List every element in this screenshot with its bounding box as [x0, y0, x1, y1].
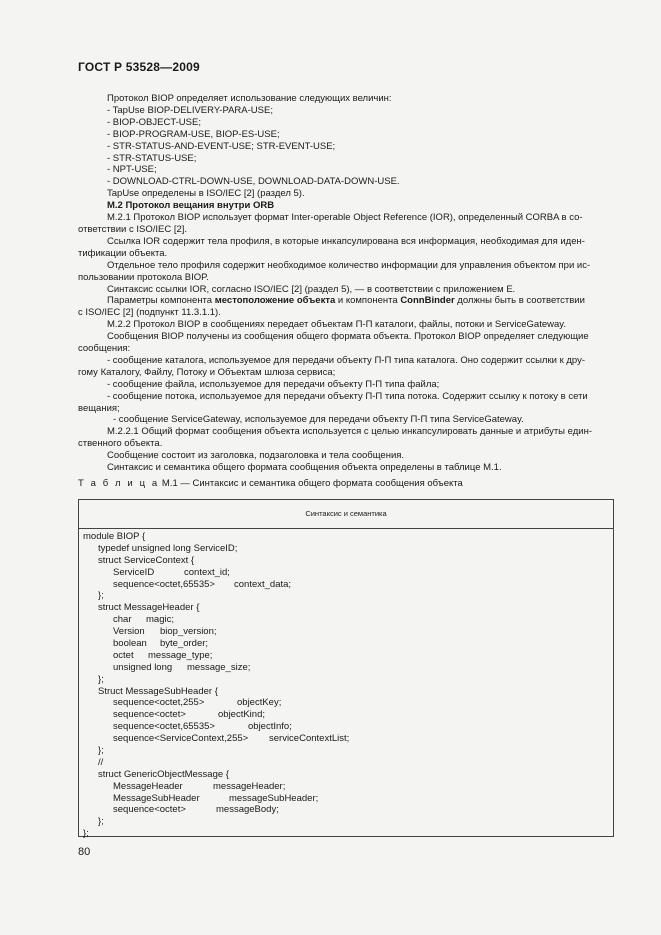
- paragraph-semantics: Синтаксис и семантика общего формата сообщения объекта определены в таблице М.1.: [107, 462, 502, 474]
- code-type: sequence<octet>: [113, 804, 186, 816]
- code-type: ServiceID: [113, 566, 155, 578]
- paragraph-stream: - сообщение потока, используемое для передачи объекту П-П типа потока. Содержит ссылку к потоку в сети: [107, 390, 588, 402]
- code-field: objectInfo;: [248, 721, 292, 733]
- table-caption-prefix: Т а б л и ц а: [78, 478, 160, 489]
- code-line: };: [98, 745, 104, 757]
- table-caption-title: М.1 — Синтаксис и семантика общего формата сообщения объекта: [159, 478, 463, 489]
- code-type: sequence<octet,65535>: [113, 721, 215, 733]
- code-field: magic;: [146, 614, 174, 626]
- main-text: [78, 93, 614, 474]
- code-line: struct ServiceContext {: [98, 554, 195, 566]
- list-item: - DOWNLOAD-CTRL-DOWN-USE, DOWNLOAD-DATA-DOWN-USE.: [107, 176, 400, 188]
- section-heading: М.2 Протокол вещания внутри ORB: [107, 200, 275, 212]
- code-type: sequence<ServiceContext,255>: [113, 733, 249, 745]
- code-field: messageSubHeader;: [229, 792, 319, 804]
- code-type: sequence<octet,65535>: [113, 578, 215, 590]
- paragraph-params: [78, 295, 614, 307]
- code-type: unsigned long: [113, 661, 173, 673]
- code-line: [83, 697, 613, 709]
- list-item: - STR-STATUS-AND-EVENT-USE; STR-EVENT-USE;: [107, 140, 336, 152]
- list-item: - TapUse BIOP-DELIVERY-PARA-USE;: [107, 104, 273, 116]
- paragraph-ior-cont: тификации объекта.: [78, 247, 168, 259]
- code-field: biop_version;: [160, 626, 217, 638]
- code-line: [83, 793, 613, 805]
- code-line: [83, 614, 613, 626]
- code-type: octet: [113, 649, 134, 661]
- code-line: };: [98, 673, 104, 685]
- code-field: objectKey;: [237, 697, 282, 709]
- paragraph-m221-cont: ственного объекта.: [78, 438, 163, 450]
- list-item: - BIOP-OBJECT-USE;: [107, 116, 201, 128]
- code-line: [83, 804, 613, 816]
- code-line: [83, 709, 613, 721]
- code-field: context_data;: [234, 578, 292, 590]
- table-header: Синтаксис и семантика: [79, 500, 613, 529]
- code-type: sequence<octet>: [113, 709, 186, 721]
- paragraph-profile-body: Отдельное тело профиля содержит необходимое количество информации для управления объектом при ис-: [107, 259, 591, 271]
- paragraph-profile-body-cont: пользовании протокола BIOP.: [78, 271, 209, 283]
- code-line: [83, 781, 613, 793]
- code-type: char: [113, 614, 132, 626]
- paragraph-consists: Сообщение состоит из заголовка, подзаголовка и тела сообщения.: [107, 450, 405, 462]
- code-line: [83, 567, 613, 579]
- paragraph-messages-cont: сообщения:: [78, 343, 131, 355]
- code-line: [83, 733, 613, 745]
- code-line: };: [98, 590, 104, 602]
- paragraph-stream-cont: вещания;: [78, 402, 120, 414]
- table-caption: [78, 478, 463, 489]
- paragraph-m21: М.2.1 Протокол BIOP использует формат Inter-operable Object Reference (IOR), определенный CORBA в со-: [107, 212, 583, 224]
- code-field: message_size;: [187, 661, 251, 673]
- params-term-connbinder: ConnBinder: [400, 295, 455, 307]
- paragraph-m22: М.2.2 Протокол BIOP в сообщениях передает объектам П-П каталоги, файлы, потоки и ServiceGateway.: [107, 319, 566, 331]
- syntax-table: [78, 499, 614, 840]
- code-line: //: [98, 756, 104, 768]
- code-field: byte_order;: [160, 638, 209, 650]
- list-item: - STR-STATUS-USE;: [107, 152, 197, 164]
- code-field: context_id;: [184, 566, 230, 578]
- code-line: [83, 721, 613, 733]
- code-type: sequence<octet,255>: [113, 697, 205, 709]
- code-type: Version: [113, 626, 145, 638]
- paragraph-messages: Сообщения BIOP получены из сообщения общего формата объекта. Протокол BIOP определяет следующие: [107, 331, 589, 343]
- code-field: message_type;: [148, 649, 213, 661]
- params-text: должны быть в соответствии: [454, 295, 585, 307]
- paragraph-catalog: - сообщение каталога, используемое для передачи объекту П-П типа каталога. Оно содержит ссылки к дру-: [107, 354, 586, 366]
- code-field: messageBody;: [216, 804, 279, 816]
- code-line: [83, 626, 613, 638]
- code-field: messageHeader;: [213, 780, 286, 792]
- code-line: Struct MessageSubHeader {: [98, 685, 218, 697]
- code-field: serviceContextList;: [269, 733, 350, 745]
- code-line: [83, 662, 613, 674]
- params-term-location: местоположение объекта: [214, 295, 336, 307]
- paragraph-ior-syntax: Синтаксис ссылки IOR, согласно ISO/IEC [2] (раздел 5), — в соответствии с приложением Е.: [107, 283, 516, 295]
- code-line: [83, 650, 613, 662]
- code-type: boolean: [113, 638, 147, 650]
- paragraph-m221: М.2.2.1 Общий формат сообщения объекта используется с целью инкапсулировать данные и атрибуты един-: [107, 426, 592, 438]
- code-line: struct MessageHeader {: [98, 602, 200, 614]
- intro-paragraph: Протокол BIOP определяет использование следующих величин:: [107, 93, 392, 104]
- code-field: objectKind;: [218, 709, 266, 721]
- code-line: };: [98, 816, 104, 828]
- params-text: Параметры компонента: [107, 295, 215, 307]
- code-line: module BIOP {: [83, 531, 146, 542]
- paragraph-file: - сообщение файла, используемое для передачи объекту П-П типа файла;: [107, 378, 440, 390]
- document-header: ГОСТ Р 53528—2009: [78, 60, 200, 74]
- paragraph-params-cont: с ISO/IEC [2] (подпункт 11.3.1.1).: [78, 307, 221, 319]
- paragraph-ior: Ссылка IOR содержит тела профиля, в которые инкапсулирована вся информация, необходимая для иден-: [107, 235, 585, 247]
- params-text: и компонента: [335, 295, 401, 307]
- code-line: };: [83, 828, 89, 840]
- code-block: [79, 529, 613, 840]
- tapuse-paragraph: TapUse определены в ISO/IEC [2] (раздел 5).: [107, 188, 305, 200]
- list-item: - NPT-USE;: [107, 164, 157, 176]
- paragraph-m21-cont: ответствии с ISO/IEC [2].: [78, 223, 188, 235]
- code-line: typedef unsigned long ServiceID;: [98, 542, 238, 554]
- code-type: MessageSubHeader: [113, 792, 200, 804]
- code-line: struct GenericObjectMessage {: [98, 768, 229, 780]
- code-line: [83, 638, 613, 650]
- code-type: MessageHeader: [113, 780, 183, 792]
- page-number: 80: [78, 846, 91, 858]
- paragraph-servicegateway: - сообщение ServiceGateway, используемое для передачи объекту П-П типа ServiceGateway.: [113, 414, 524, 426]
- list-item: - BIOP-PROGRAM-USE, BIOP-ES-USE;: [107, 128, 280, 140]
- code-line: [83, 579, 613, 591]
- paragraph-catalog-cont: гому Каталогу, Файлу, Потоку и Объектам шлюза сервиса;: [78, 366, 336, 378]
